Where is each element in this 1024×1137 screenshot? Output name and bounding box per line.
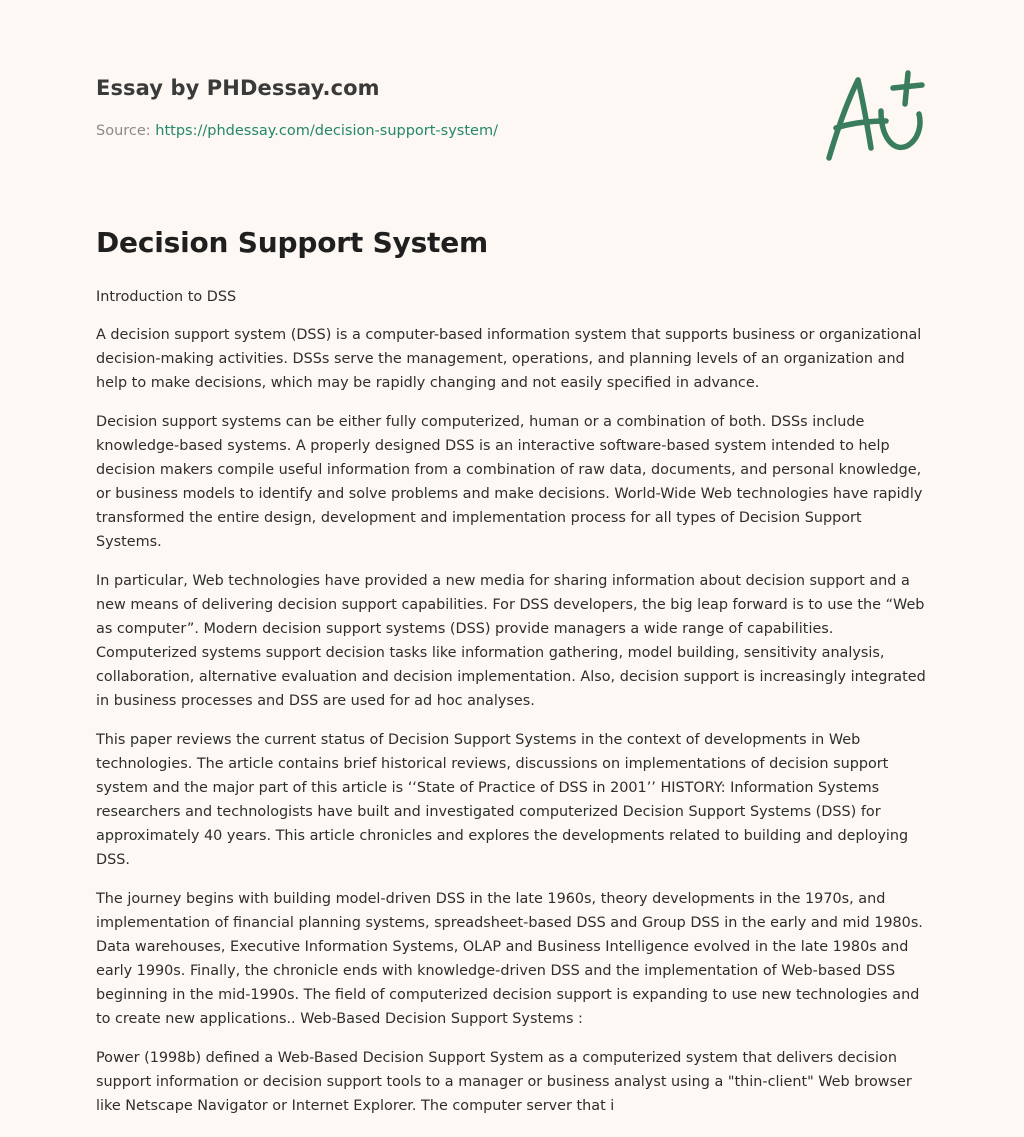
essay-paragraph-intro: Introduction to DSS (96, 289, 237, 305)
source-link[interactable]: https://phdessay.com/decision-support-system/ (155, 123, 498, 139)
source-label: Source: (96, 123, 151, 139)
essay-paragraph: Decision support systems can be either fully computerized, human or a combination of both. DSSs include knowledge-based systems. A properly designed DSS is an interactive software-based system intended to help decision makers compile useful information from a combination of raw data, documents, and personal knowledge, or business models to identify and solve problems and make decisions. World-Wide Web technologies have rapidly transformed the entire design, development and implementation process for all types of Decision Support Systems. (96, 414, 923, 550)
essay-paragraph: A decision support system (DSS) is a computer-based information system that supports business or organizational decision-making activities. DSSs serve the management, operations, and planning levels of an organization and help to make decisions, which may be rapidly changing and not easily specified in advance. (96, 327, 922, 391)
site-title: Essay by PHDessay.com (96, 76, 380, 100)
essay-paragraph: This paper reviews the current status of Decision Support Systems in the context of developments in Web technologies. The article contains brief historical reviews, discussions on implementations of decision support system and the major part of this article is ‘‘State of Practice of DSS in 2001’’ HISTORY: Information Systems researchers and technologists have built and investigated computerized Decision Support Systems (DSS) for approximately 40 years. This article chronicles and explores the developments related to building and deploying DSS. (96, 732, 909, 868)
essay-paragraph: Power (1998b) defined a Web-Based Decision Support System as a computerized system that delivers decision support information or decision support tools to a manager or business analyst using a "thin-client" Web browser like Netscape Navigator or Internet Explorer. The computer server that i (96, 1050, 912, 1114)
source-line (96, 123, 926, 139)
a-plus-logo-icon (820, 66, 930, 166)
a-plus-grade-icon (820, 66, 930, 166)
essay-header (96, 76, 926, 139)
essay-title: Decision Support System (96, 226, 489, 259)
essay-body (96, 226, 931, 1133)
essay-paragraph: The journey begins with building model-driven DSS in the late 1960s, theory developments in the 1970s, and implementation of financial planning systems, spreadsheet-based DSS and Group DSS in the early and mid 1980s. Data warehouses, Executive Information Systems, OLAP and Business Intelligence evolved in the late 1980s and early 1990s. Finally, the chronicle ends with knowledge-driven DSS and the implementation of Web-based DSS beginning in the mid-1990s. The field of computerized decision support is expanding to use new technologies and to create new applications.. Web-Based Decision Support Systems : (96, 891, 923, 1027)
essay-paragraph: In particular, Web technologies have provided a new media for sharing information about decision support and a new means of delivering decision support capabilities. For DSS developers, the big leap forward is to use the “Web as computer”. Modern decision support systems (DSS) provide managers a wide range of capabilities. Computerized systems support decision tasks like information gathering, model building, sensitivity analysis, collaboration, alternative evaluation and decision implementation. Also, decision support is increasingly integrated in business processes and DSS are used for ad hoc analyses. (96, 573, 926, 709)
